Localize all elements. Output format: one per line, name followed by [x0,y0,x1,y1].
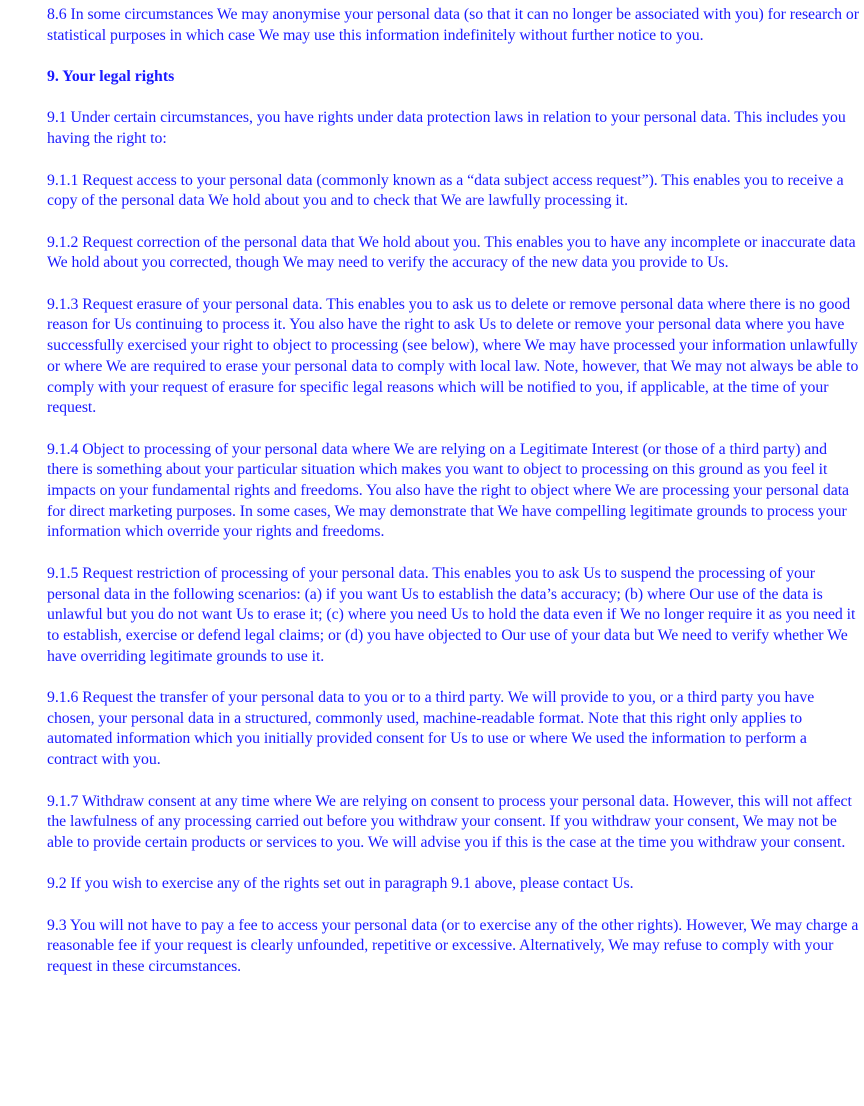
section-heading-legal-rights: 9. Your legal rights [47,68,175,86]
paragraph-9-3: 9.3 You will not have to pay a fee to access your personal data (or to exercise any of the other rights). However, We may charge a reasonable fee if your request is clearly unfounded, repetitive or excessive. Alternatively, We may refuse to comply with your request in these circumstances. [47,916,859,976]
paragraph-9-1-7: 9.1.7 Withdraw consent at any time where We are relying on consent to process your personal data. However, this will not affect the lawfulness of any processing carried out before you withdraw your consent. If you withdraw your consent, We may not be able to provide certain products or services to you. We will advise you if this is the case at the time you withdraw your consent. [47,792,852,851]
paragraph-9-1-4: 9.1.4 Object to processing of your personal data where We are relying on a Legitimate Interest (or those of a third party) and there is something about your particular situation which makes you want to object to processing on this ground as you feel it impacts on your fundamental rights and freedoms. You also have the right to object where We are processing your personal data for direct marketing purposes. In some cases, We may demonstrate that We have compelling legitimate grounds to process your information which override your rights and freedoms. [47,440,849,541]
paragraph-9-1-6: 9.1.6 Request the transfer of your personal data to you or to a third party. We will provide to you, or a third party you have chosen, your personal data in a structured, commonly used, machine-readable format. Note that this right only applies to automated information which you initially provided consent for Us to use or where We used the information to perform a contract with you. [47,689,815,769]
paragraph-9-1-5: 9.1.5 Request restriction of processing of your personal data. This enables you to ask Us to suspend the processing of your personal data in the following scenarios: (a) if you want Us to establish the data’s accuracy; (b) where Our use of the data is unlawful but you do not want Us to erase it; (c) where you need Us to hold the data even if We no longer require it as you need it to establish, exercise or defend legal claims; or (d) you have objected to Our use of your data but We need to verify whether We have overriding legitimate grounds to use it. [47,564,856,665]
document-body [47,5,859,999]
paragraph-8-6: 8.6 In some circumstances We may anonymise your personal data (so that it can no longer be associated with you) for research or statistical purposes in which case We may use this information indefinitely without further notice to you. [47,6,859,44]
paragraph-9-1: 9.1 Under certain circumstances, you have rights under data protection laws in relation to your personal data. This includes you having the right to: [47,109,846,148]
paragraph-9-1-3: 9.1.3 Request erasure of your personal data. This enables you to ask us to delete or remove personal data where there is no good reason for Us continuing to process it. You also have the right to ask Us to delete or remove your personal data where you have successfully exercised your right to object to processing (see below), where We may have processed your information unlawfully or where We are required to erase your personal data to comply with local law. Note, however, that We may not always be able to comply with your request of erasure for specific legal reasons which will be notified to you, if applicable, at the time of your request. [47,295,859,417]
paragraph-9-1-1: 9.1.1 Request access to your personal data (commonly known as a “data subject access request”). This enables you to receive a copy of the personal data We hold about you and to check that We are lawfully processing it. [47,171,844,210]
paragraph-9-1-2: 9.1.2 Request correction of the personal data that We hold about you. This enables you to have any incomplete or inaccurate data We hold about you corrected, though We may need to verify the accuracy of the new data you provide to Us. [47,233,856,272]
paragraph-9-2: 9.2 If you wish to exercise any of the rights set out in paragraph 9.1 above, please contact Us. [47,875,634,893]
